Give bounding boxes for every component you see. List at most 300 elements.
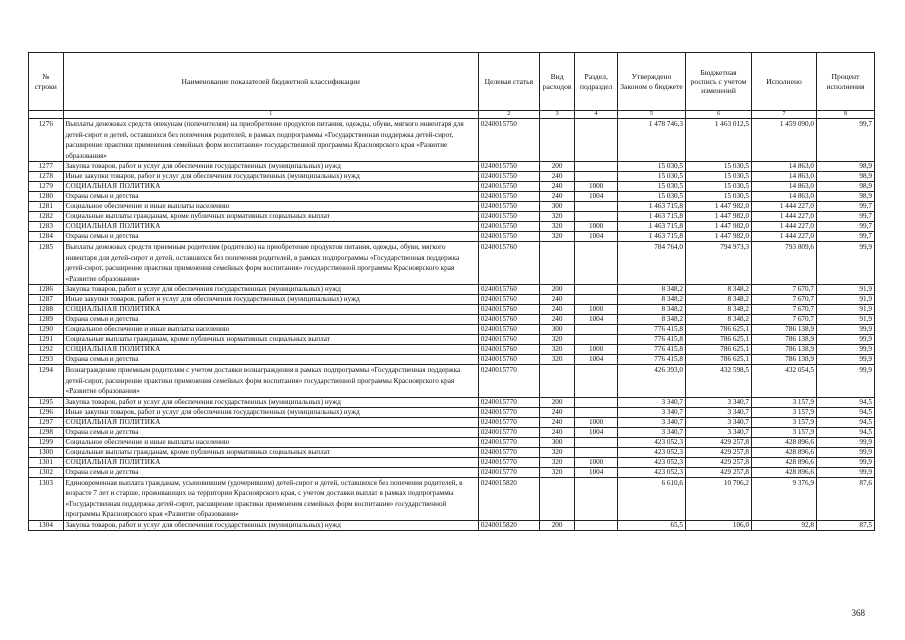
executed-cell: 3 157,9 [752,417,817,427]
budget-list-cell: 3 340,7 [686,397,752,407]
col-header-budget-list: Бюджетная роспись с учетом изменений [686,53,752,111]
name-cell: Охрана семьи и детства [63,467,478,477]
name-cell: Социальные выплаты гражданам, кроме публичных нормативных социальных выплат [63,212,478,222]
table-row [29,182,875,192]
percent-cell: 91,9 [817,285,875,295]
budget-list-cell: 1 447 982,0 [686,222,752,232]
executed-cell: 1 444 227,0 [752,212,817,222]
col-header-section: Раздел, подраздел [575,53,618,111]
table-row [29,457,875,467]
percent-cell: 99,9 [817,437,875,447]
target-article-cell: 0240015750 [478,182,539,192]
col-header-approved: Утверждено Законом о бюджете [617,53,685,111]
percent-cell: 91,9 [817,295,875,305]
name-cell: Охрана семьи и детства [63,192,478,202]
col-header-target-article: Целевая статья [478,53,539,111]
executed-cell: 1 444 227,0 [752,202,817,212]
expense-type-cell: 240 [539,182,575,192]
name-cell: Закупка товаров, работ и услуг для обеспечения государственных (муниципальных) нужд [63,520,478,530]
name-cell: Закупка товаров, работ и услуг для обеспечения государственных (муниципальных) нужд [63,162,478,172]
target-article-cell: 0240015820 [478,477,539,520]
percent-cell: 99,9 [817,457,875,467]
approved-cell: 15 030,5 [617,162,685,172]
approved-cell: 776 415,8 [617,325,685,335]
executed-cell: 7 670,7 [752,315,817,325]
section-cell: 1004 [575,315,618,325]
budget-list-cell: 429 257,8 [686,457,752,467]
row-number-cell: 1289 [29,315,64,325]
approved-cell: 1 478 746,3 [617,119,685,162]
executed-cell: 9 376,9 [752,477,817,520]
percent-cell: 99,9 [817,345,875,355]
approved-cell: 1 463 715,8 [617,212,685,222]
name-cell: Закупка товаров, работ и услуг для обеспечения государственных (муниципальных) нужд [63,397,478,407]
budget-list-cell: 3 340,7 [686,427,752,437]
name-cell: СОЦИАЛЬНАЯ ПОЛИТИКА [63,417,478,427]
column-number: 8 [817,111,875,119]
name-cell: Закупка товаров, работ и услуг для обеспечения государственных (муниципальных) нужд [63,285,478,295]
percent-cell: 98,9 [817,172,875,182]
row-number-cell: 1280 [29,192,64,202]
section-cell: 1000 [575,345,618,355]
section-cell [575,407,618,417]
col-header-percent: Процент исполнения [817,53,875,111]
budget-list-cell: 429 257,8 [686,447,752,457]
section-cell [575,202,618,212]
budget-list-cell: 1 447 982,0 [686,232,752,242]
table-body [29,119,875,531]
page-number: 368 [851,608,865,618]
name-cell: СОЦИАЛЬНАЯ ПОЛИТИКА [63,457,478,467]
percent-cell: 99,7 [817,232,875,242]
name-cell: Социальное обеспечение и иные выплаты населению [63,437,478,447]
percent-cell: 94,5 [817,397,875,407]
percent-cell: 98,9 [817,182,875,192]
table-row [29,467,875,477]
approved-cell: 423 052,3 [617,457,685,467]
row-number-cell: 1295 [29,397,64,407]
executed-cell: 1 444 227,0 [752,222,817,232]
section-cell [575,119,618,162]
budget-list-cell: 8 348,2 [686,315,752,325]
expense-type-cell: 200 [539,397,575,407]
row-number-cell: 1283 [29,222,64,232]
target-article-cell: 0240015760 [478,305,539,315]
table-row [29,222,875,232]
approved-cell: 426 393,0 [617,365,685,398]
executed-cell: 786 138,9 [752,345,817,355]
section-cell [575,295,618,305]
budget-table [28,52,875,531]
expense-type-cell [539,365,575,398]
budget-list-cell: 15 030,5 [686,192,752,202]
table-header-row [29,53,875,111]
executed-cell: 3 157,9 [752,407,817,417]
target-article-cell: 0240015750 [478,162,539,172]
target-article-cell: 0240015770 [478,427,539,437]
expense-type-cell: 320 [539,345,575,355]
section-cell [575,447,618,457]
approved-cell: 1 463 715,8 [617,202,685,212]
name-cell: Иные закупки товаров, работ и услуг для обеспечения государственных (муниципальных) нужд [63,172,478,182]
percent-cell: 99,9 [817,447,875,457]
section-cell: 1004 [575,427,618,437]
expense-type-cell: 320 [539,212,575,222]
approved-cell: 8 348,2 [617,315,685,325]
section-cell [575,437,618,447]
table-row [29,212,875,222]
percent-cell: 99,9 [817,335,875,345]
table-row [29,305,875,315]
name-cell: Охрана семьи и детства [63,427,478,437]
table-row [29,437,875,447]
row-number-cell: 1278 [29,172,64,182]
section-cell [575,335,618,345]
expense-type-cell: 320 [539,355,575,365]
executed-cell: 1 444 227,0 [752,232,817,242]
row-number-cell: 1299 [29,437,64,447]
budget-list-cell: 8 348,2 [686,285,752,295]
expense-type-cell [539,477,575,520]
expense-type-cell: 320 [539,467,575,477]
target-article-cell: 0240015760 [478,295,539,305]
expense-type-cell: 320 [539,222,575,232]
table-row [29,285,875,295]
target-article-cell: 0240015750 [478,192,539,202]
table-row [29,345,875,355]
name-cell: Вознаграждение приемным родителям с учетом доставки вознаграждения в рамках подпрограммы «Государственная поддержка детей-сирот, расширение практики применения семейных форм воспитания» государственной программы Красноярского края «Развитие образования» [63,365,478,398]
target-article-cell: 0240015760 [478,325,539,335]
approved-cell: 15 030,5 [617,172,685,182]
approved-cell: 6 610,6 [617,477,685,520]
percent-cell: 99,9 [817,242,875,285]
percent-cell: 99,7 [817,222,875,232]
row-number-cell: 1297 [29,417,64,427]
section-cell [575,325,618,335]
row-number-cell: 1296 [29,407,64,417]
table-row [29,119,875,162]
expense-type-cell: 200 [539,520,575,530]
row-number-cell: 1284 [29,232,64,242]
column-number: 3 [539,111,575,119]
expense-type-cell: 240 [539,315,575,325]
approved-cell: 15 030,5 [617,182,685,192]
budget-list-cell: 3 340,7 [686,417,752,427]
name-cell: СОЦИАЛЬНАЯ ПОЛИТИКА [63,305,478,315]
budget-list-cell: 15 030,5 [686,172,752,182]
target-article-cell: 0240015750 [478,202,539,212]
expense-type-cell: 240 [539,407,575,417]
name-cell: Иные закупки товаров, работ и услуг для обеспечения государственных (муниципальных) нужд [63,295,478,305]
table-row [29,192,875,202]
section-cell: 1004 [575,355,618,365]
row-number-cell: 1303 [29,477,64,520]
budget-list-cell: 432 598,5 [686,365,752,398]
target-article-cell: 0240015760 [478,335,539,345]
row-number-cell: 1287 [29,295,64,305]
expense-type-cell: 240 [539,295,575,305]
column-number: 6 [686,111,752,119]
row-number-cell: 1304 [29,520,64,530]
executed-cell: 793 809,6 [752,242,817,285]
row-number-cell: 1292 [29,345,64,355]
expense-type-cell: 240 [539,417,575,427]
name-cell: Охрана семьи и детства [63,232,478,242]
target-article-cell: 0240015750 [478,232,539,242]
budget-list-cell: 10 706,2 [686,477,752,520]
executed-cell: 786 138,9 [752,335,817,345]
table-row [29,172,875,182]
table-row [29,477,875,520]
section-cell: 1000 [575,305,618,315]
budget-list-cell: 786 625,1 [686,345,752,355]
expense-type-cell: 200 [539,285,575,295]
percent-cell: 91,9 [817,305,875,315]
name-cell: Социальные выплаты гражданам, кроме публичных нормативных социальных выплат [63,447,478,457]
name-cell: Социальное обеспечение и иные выплаты населению [63,202,478,212]
section-cell [575,162,618,172]
executed-cell: 14 863,0 [752,162,817,172]
section-cell [575,365,618,398]
section-cell: 1000 [575,457,618,467]
table-row [29,355,875,365]
approved-cell: 423 052,3 [617,447,685,457]
col-header-expense-type: Вид расходов [539,53,575,111]
col-header-row-number: № строки [29,53,64,111]
budget-list-cell: 3 340,7 [686,407,752,417]
approved-cell: 776 415,8 [617,345,685,355]
row-number-cell: 1290 [29,325,64,335]
row-number-cell: 1291 [29,335,64,345]
executed-cell: 7 670,7 [752,295,817,305]
name-cell: Охрана семьи и детства [63,315,478,325]
executed-cell: 3 157,9 [752,427,817,437]
section-cell [575,172,618,182]
approved-cell: 3 340,7 [617,407,685,417]
table-row [29,447,875,457]
expense-type-cell: 240 [539,192,575,202]
section-cell [575,285,618,295]
approved-cell: 784 764,0 [617,242,685,285]
approved-cell: 8 348,2 [617,285,685,295]
name-cell: Выплаты денежных средств приемным родителям (родителю) на приобретение продуктов питания, одежды, обуви, мягкого инвентаря для детей-сирот и детей, оставшихся без попечения родителей, в рамках подпрограммы «Государственная поддержка детей-сирот, расширение практики применения семейных форм воспитания» государственной программы Красноярского края «Развитие образования» [63,242,478,285]
section-cell: 1004 [575,467,618,477]
percent-cell: 99,9 [817,325,875,335]
table-row [29,427,875,437]
name-cell: Социальные выплаты гражданам, кроме публичных нормативных социальных выплат [63,335,478,345]
section-cell: 1000 [575,222,618,232]
expense-type-cell [539,119,575,162]
target-article-cell: 0240015770 [478,457,539,467]
name-cell: СОЦИАЛЬНАЯ ПОЛИТИКА [63,222,478,232]
target-article-cell: 0240015770 [478,365,539,398]
column-number-blank [29,111,64,119]
budget-list-cell: 15 030,5 [686,182,752,192]
executed-cell: 428 896,6 [752,467,817,477]
approved-cell: 776 415,8 [617,335,685,345]
target-article-cell: 0240015770 [478,417,539,427]
budget-list-cell: 1 447 982,0 [686,212,752,222]
name-cell: Охрана семьи и детства [63,355,478,365]
row-number-cell: 1301 [29,457,64,467]
row-number-cell: 1277 [29,162,64,172]
table-row [29,407,875,417]
executed-cell: 786 138,9 [752,355,817,365]
target-article-cell: 0240015750 [478,119,539,162]
section-cell [575,397,618,407]
percent-cell: 87,5 [817,520,875,530]
row-number-cell: 1293 [29,355,64,365]
budget-list-cell: 106,0 [686,520,752,530]
executed-cell: 14 863,0 [752,172,817,182]
target-article-cell: 0240015760 [478,285,539,295]
approved-cell: 423 052,3 [617,467,685,477]
approved-cell: 8 348,2 [617,295,685,305]
executed-cell: 1 459 090,0 [752,119,817,162]
row-number-cell: 1300 [29,447,64,457]
budget-list-cell: 8 348,2 [686,295,752,305]
percent-cell: 99,9 [817,355,875,365]
budget-list-cell: 1 447 982,0 [686,202,752,212]
row-number-cell: 1294 [29,365,64,398]
row-number-cell: 1281 [29,202,64,212]
section-cell [575,212,618,222]
executed-cell: 14 863,0 [752,182,817,192]
budget-list-cell: 786 625,1 [686,325,752,335]
target-article-cell: 0240015760 [478,355,539,365]
expense-type-cell: 240 [539,305,575,315]
expense-type-cell: 240 [539,172,575,182]
expense-type-cell: 320 [539,335,575,345]
table-row [29,315,875,325]
expense-type-cell: 320 [539,447,575,457]
percent-cell: 99,7 [817,212,875,222]
target-article-cell: 0240015750 [478,172,539,182]
row-number-cell: 1285 [29,242,64,285]
approved-cell: 3 340,7 [617,417,685,427]
expense-type-cell [539,242,575,285]
percent-cell: 91,9 [817,315,875,325]
expense-type-cell: 300 [539,202,575,212]
section-cell: 1000 [575,182,618,192]
executed-cell: 7 670,7 [752,305,817,315]
percent-cell: 98,9 [817,162,875,172]
percent-cell: 99,7 [817,202,875,212]
executed-cell: 428 896,6 [752,437,817,447]
row-number-cell: 1286 [29,285,64,295]
approved-cell: 423 052,3 [617,437,685,447]
percent-cell: 94,5 [817,427,875,437]
column-number: 4 [575,111,618,119]
name-cell: Социальное обеспечение и иные выплаты населению [63,325,478,335]
table-row [29,325,875,335]
approved-cell: 3 340,7 [617,397,685,407]
percent-cell: 94,5 [817,417,875,427]
target-article-cell: 0240015760 [478,242,539,285]
section-cell: 1004 [575,232,618,242]
table-row [29,295,875,305]
table-row [29,417,875,427]
target-article-cell: 0240015750 [478,212,539,222]
percent-cell: 99,7 [817,119,875,162]
target-article-cell: 0240015770 [478,467,539,477]
column-number: 5 [617,111,685,119]
expense-type-cell: 200 [539,162,575,172]
row-number-cell: 1276 [29,119,64,162]
executed-cell: 428 896,6 [752,457,817,467]
name-cell: СОЦИАЛЬНАЯ ПОЛИТИКА [63,345,478,355]
approved-cell: 1 463 715,8 [617,222,685,232]
table-row [29,242,875,285]
row-number-cell: 1282 [29,212,64,222]
executed-cell: 3 157,9 [752,397,817,407]
executed-cell: 7 670,7 [752,285,817,295]
approved-cell: 8 348,2 [617,305,685,315]
section-cell [575,520,618,530]
expense-type-cell: 240 [539,427,575,437]
table-row [29,520,875,530]
percent-cell: 98,9 [817,192,875,202]
table-row [29,202,875,212]
name-cell: Выплаты денежных средств опекунам (попечителям) на приобретение продуктов питания, одежды, обуви, мягкого инвентаря для детей-сирот и детей, оставшихся без попечения родителей, в рамках подпрограммы «Государственная поддержка детей-сирот, расширение практики применения семейных форм воспитания» государственной программы Красноярского края «Развитие образования» [63,119,478,162]
col-header-executed: Исполнено [752,53,817,111]
target-article-cell: 0240015760 [478,315,539,325]
approved-cell: 1 463 715,8 [617,232,685,242]
table-row [29,232,875,242]
percent-cell: 94,5 [817,407,875,417]
percent-cell: 99,9 [817,365,875,398]
target-article-cell: 0240015760 [478,345,539,355]
name-cell: СОЦИАЛЬНАЯ ПОЛИТИКА [63,182,478,192]
row-number-cell: 1298 [29,427,64,437]
budget-list-cell: 429 257,8 [686,437,752,447]
section-cell: 1004 [575,192,618,202]
budget-list-cell: 8 348,2 [686,305,752,315]
table-row [29,397,875,407]
percent-cell: 99,9 [817,467,875,477]
budget-list-cell: 786 625,1 [686,335,752,345]
budget-list-cell: 794 973,3 [686,242,752,285]
budget-list-cell: 15 030,5 [686,162,752,172]
expense-type-cell: 300 [539,325,575,335]
approved-cell: 3 340,7 [617,427,685,437]
executed-cell: 428 896,6 [752,447,817,457]
expense-type-cell: 320 [539,232,575,242]
executed-cell: 92,8 [752,520,817,530]
section-cell: 1000 [575,417,618,427]
expense-type-cell: 320 [539,457,575,467]
approved-cell: 15 030,5 [617,192,685,202]
budget-list-cell: 1 463 012,5 [686,119,752,162]
table-row [29,162,875,172]
target-article-cell: 0240015770 [478,447,539,457]
section-cell [575,477,618,520]
target-article-cell: 0240015820 [478,520,539,530]
approved-cell: 65,5 [617,520,685,530]
column-number: 1 [63,111,478,119]
executed-cell: 14 863,0 [752,192,817,202]
target-article-cell: 0240015770 [478,397,539,407]
row-number-cell: 1302 [29,467,64,477]
name-cell: Единовременная выплата гражданам, усыновившим (удочерившим) детей-сирот и детей, оставшихся без попечения родителей, в возрасте 7 лет и старше, проживающих на территории Красноярского края, с учетом доставки выплат в рамках подпрограммы «Государственная поддержка детей-сирот, расширение практики применения семейных форм воспитания» государственной программы Красноярского края «Развитие образования» [63,477,478,520]
target-article-cell: 0240015770 [478,437,539,447]
percent-cell: 87,6 [817,477,875,520]
approved-cell: 776 415,8 [617,355,685,365]
column-number-row [29,111,875,119]
table-row [29,335,875,345]
executed-cell: 786 138,9 [752,325,817,335]
name-cell: Иные закупки товаров, работ и услуг для обеспечения государственных (муниципальных) нужд [63,407,478,417]
